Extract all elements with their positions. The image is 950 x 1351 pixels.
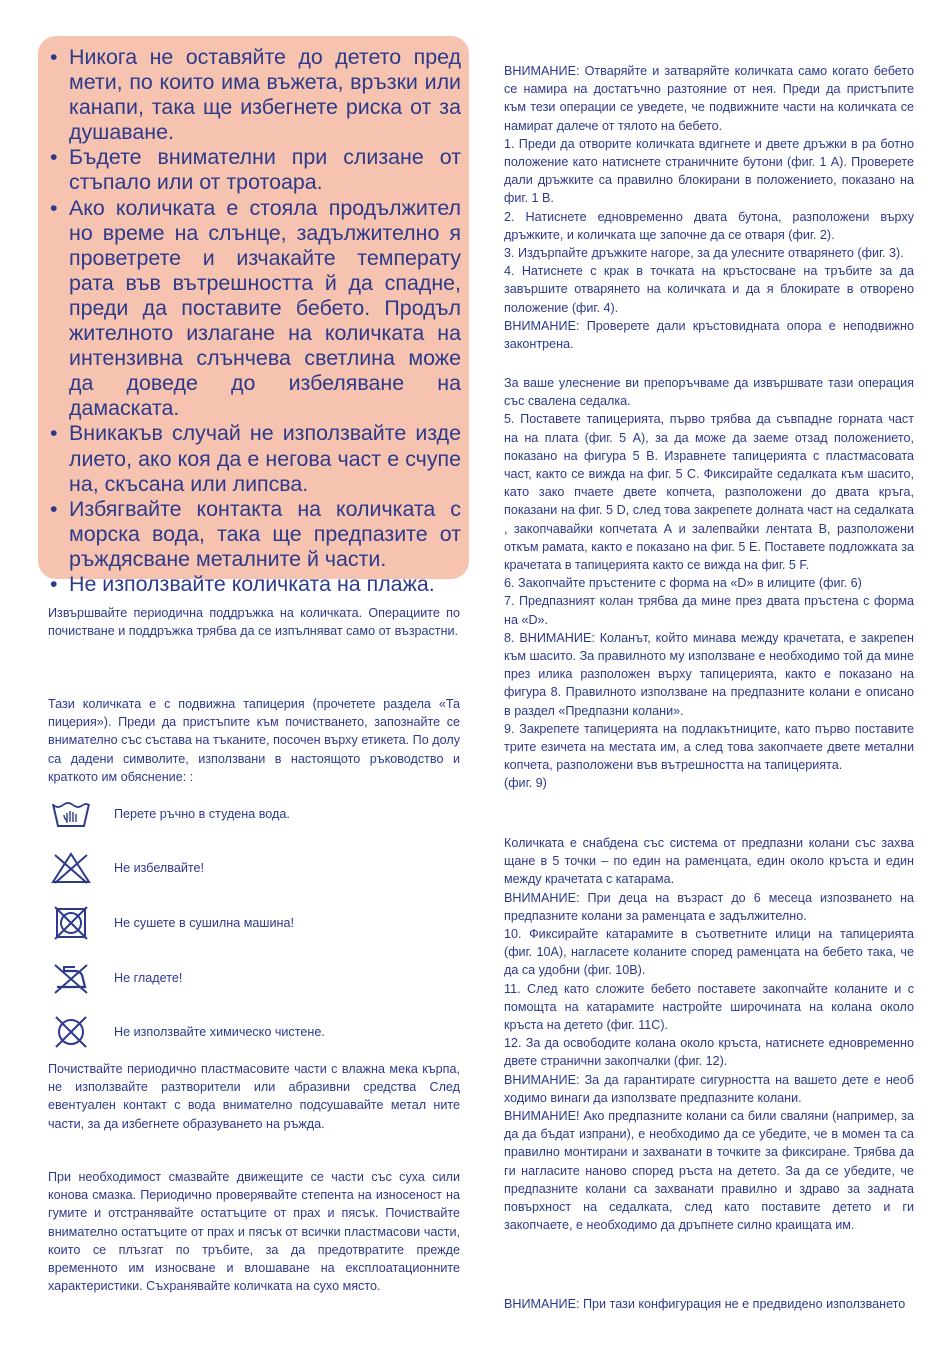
- harness-paragraph: 10. Фиксирайте катарамите в съответните илици на тапицерията (фиг. 10А), нагласете коланите според раменцата на бебето така, че да са удобни (фиг. 10В).: [504, 927, 914, 978]
- care-label: Перете ръчно в студена вода.: [114, 807, 290, 821]
- upholstery-care-paragraph: Тази количката е с подвижна тапицерия (прочетете раздела «Та пицерия»). Преди да пристъпите към почистването, запознайте се внимателно със състава на тъканите, посочен върху етикета. По долу са дадени символите, използвани в настоящото ръководство и краткото им обяснение: :: [48, 697, 460, 784]
- warning-list: [48, 45, 461, 597]
- warning-item: • Ако количката е стояла продължител но време на слънце, задължително я проветрете и изчакайте температу рата във вътрешността й да спадне, преди да поставите бебето. Продъл жителното излагане на количката на интензивна слънчева светлина може да доведе до избеляване на дамаската.: [48, 196, 461, 422]
- harness-paragraph: ВНИМАНИЕ! Ако предпазните колани са били сваляни (например, за да да бъдат изпрани), е необходимо да се убедите, че в момен та са правилно монтирани и захванати в точките за фиксиране. Трябва да ги нагласите наново според ръста на детето. За да се убедите, че предпазните колани са захванати правилно и здраво за задната повърхност на седалката, след като поставите детето и ги закопчаете, е необходимо да дръпнете силно краищата им.: [504, 1109, 914, 1233]
- footer-warning: ВНИМАНИЕ: При тази конфигурация не е предвидено използването: [504, 1297, 906, 1311]
- maintenance-paragraph: Извършвайте периодична поддръжка на количката. Операциите по почистване и поддръжка трябва да се изпълняват само от възрастни.: [48, 606, 460, 639]
- upholstery-paragraph: (фиг. 9): [504, 776, 547, 791]
- warning-box: [38, 36, 469, 596]
- opening-paragraph: 3. Издърпайте дръжките нагоре, за да улесните отварянето (фиг. 3).: [504, 246, 904, 261]
- upholstery-paragraph: 8. ВНИМАНИЕ: Коланът, който минава между крачетата, е закрепен към шасито. За правилното му използване е необходимо той да мине през илика разположен върху тапицерията, както е показано на фигура 8. Правилното използване на предпазните колани е описано в раздел «Предпазни колани».: [504, 630, 914, 718]
- opening-section: [504, 62, 914, 353]
- harness-paragraph: 12. За да освободите колана около кръста, натиснете едновременно двете странични закопчалки (фиг. 12).: [504, 1036, 914, 1069]
- harness-paragraph: ВНИМАНИЕ: За да гарантирате сигурността на вашето дете е необ ходимо винаги да използвате предпазните колани.: [504, 1072, 914, 1105]
- care-row-no-bleach: [48, 848, 204, 888]
- opening-paragraph: 2. Натиснете едновременно двата бутона, разположени върху дръжките, и количката ще започне да се отваря (фиг. 2).: [504, 209, 914, 242]
- harness-paragraph: Количката е снабдена със система от предпазни колани със захва щане в 5 точки – по един на раменцата, един около кръста и един между крачетата с катарама.: [504, 836, 914, 887]
- care-row-no-dry-clean: [48, 1012, 325, 1052]
- hand-wash-icon: [48, 794, 94, 834]
- no-tumble-dry-icon: [48, 903, 94, 943]
- care-label: Не избелвайте!: [114, 861, 204, 875]
- care-row-hand-wash: [48, 794, 290, 834]
- upholstery-section: [504, 374, 914, 793]
- opening-paragraph: 4. Натиснете с крак в точката на кръстосване на тръбите за да завършите отварянето на количката и да я блокирате в отворено положение (фиг. 4).: [504, 264, 914, 315]
- no-dry-clean-icon: [48, 1012, 94, 1052]
- opening-paragraph: ВНИМАНИЕ: Отваряйте и затваряйте количката само когато бебето се намира на достатъчно разтояние от нея. Преди да пристъпите към тези операции се уведете, че подвижните части на количката се намират далече от тялото на бебето.: [504, 64, 914, 133]
- lubrication-paragraph: При необходимост смазвайте движещите се части със суха сили конова смазка. Периодично проверявайте степента на износеност на гумите и отстранявайте остатъците от прах и пясък. Почиствайте внимателно остатъците от прах и пясък от всички пластмасови части, които се плъзгат по тръбите, за да предотвратите прежде временното им износване и влошаване на експлоатационните характеристики. Съхранявайте количката на сухо място.: [48, 1170, 460, 1294]
- upholstery-paragraph: 5. Поставете тапицерията, първо трябва да съвпадне горната част на на плата (фиг. 5 А), за да може да заеме отзад положението, показано на фигура 5 В. Изравнете тапицерията с пластмасовата част, както се вижда на фиг. 5 С. Фиксирайте седалката към шасито, като зако пчаете двете копчета, разположени до двата кръга, показани на фиг. 5 D, след това закрепете долната част на седалката , закопчавайки копчетата А и залепвайки лентата В, разположени откъм рамата, както е показано на фиг. 5 Е. Поставете подложката за крачетата в тапицерията както се вижда на фиг. 5 F.: [504, 412, 914, 573]
- care-label: Не използвайте химическо чистене.: [114, 1025, 325, 1039]
- upholstery-paragraph: 9. Закрепете тапицерията на подлакътниците, като първо поставите трите езичета на местата им, а след това закопчаете двете метални копчета, разположени във вътрешността на тапицерията.: [504, 721, 914, 773]
- harness-section: [504, 834, 914, 1234]
- care-row-no-tumble-dry: [48, 903, 294, 943]
- opening-paragraph: 1. Преди да отворите количката вдигнете и двете дръжки в ра ботно положение като натиснете страничните бутони (фиг. 1 А). Проверете дали дръжките са правилно блокирани в положението, показано на фиг. 1 В.: [504, 136, 914, 206]
- upholstery-paragraph: 6. Закопчайте пръстените с форма на «D» в илиците (фиг. 6): [504, 576, 862, 591]
- care-label: Не гладете!: [114, 971, 183, 985]
- no-bleach-icon: [48, 848, 94, 888]
- warning-item: • Вникакъв случай не използвайте изде лието, ако коя да е негова част е счупе на, скъсана или липсва.: [48, 421, 461, 496]
- warning-item: • Не използвайте количката на плажа.: [48, 572, 461, 597]
- warning-item: • Бъдете внимателни при слизане от стъпало или от тротоара.: [48, 145, 461, 195]
- warning-item: • Избягвайте контакта на количката с морска вода, така ще предпазите от ръждясване металните й части.: [48, 497, 461, 572]
- opening-paragraph: ВНИМАНИЕ: Проверете дали кръстовидната опора е неподвижно законтрена.: [504, 318, 914, 352]
- care-row-no-iron: [48, 958, 183, 998]
- care-label: Не сушете в сушилна машина!: [114, 916, 294, 930]
- upholstery-paragraph: 7. Предпазният колан трябва да мине през двата пръстена с форма на «D».: [504, 594, 914, 627]
- no-iron-icon: [48, 958, 94, 998]
- upholstery-paragraph: За ваше улеснение ви препоръчваме да извършвате тази операция със свалена седалка.: [504, 376, 914, 409]
- harness-paragraph: ВНИМАНИЕ: При деца на възраст до 6 месеца изпозването на предпазните колани за раменцата е задължително.: [504, 890, 914, 923]
- harness-paragraph: 11. След като сложите бебето поставете закопчайте коланите и с помощта на катарамите настройте широчината на колана около кръста на детето (фиг. 11С).: [504, 981, 914, 1033]
- plastic-care-paragraph: Почиствайте периодично пластмасовите части с влажна мека кърпа, не използвайте разтворители или абразивни средства След евентуален контакт с вода внимателно подсушавайте метал ните части, за да избегнете образуването на ръжда.: [48, 1062, 460, 1131]
- warning-item: • Никога не оставяйте до детето пред мети, по които има въжета, връзки или канапи, така ще избегнете риска от за душаване.: [48, 45, 461, 145]
